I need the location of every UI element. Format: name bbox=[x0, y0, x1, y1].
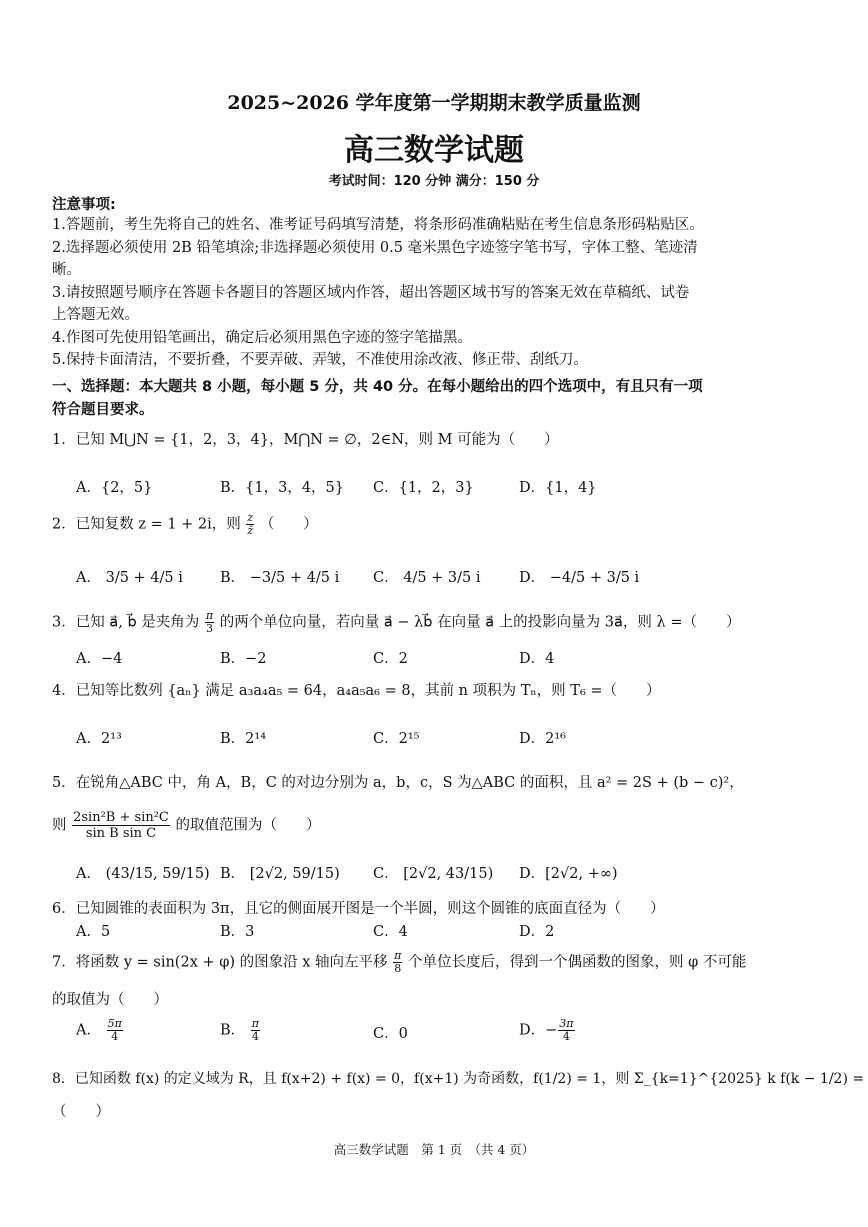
option-letter: C． bbox=[373, 570, 399, 586]
q6-option-c: C．4 bbox=[373, 924, 408, 940]
q7-option-c: C．0 bbox=[373, 1026, 408, 1042]
option-expr: [2√2, 59/15) bbox=[249, 866, 340, 882]
q3-option-a: A．−4 bbox=[76, 651, 123, 667]
frac-denominator: z̄ bbox=[247, 524, 254, 537]
frac-denominator: 4 bbox=[251, 1030, 259, 1043]
q5-option-c bbox=[373, 862, 493, 883]
exam-info: 考试时间：120 分钟 满分：150 分 bbox=[328, 174, 540, 189]
q5-option-b bbox=[220, 862, 340, 883]
question-1-stem: 1．已知 M⋃N = {1，2，3，4}，M⋂N = ∅，2∈N，则 M 可能为（ ） bbox=[52, 432, 559, 448]
frac-denominator: 4 bbox=[111, 1030, 119, 1043]
question-5-stem-line2 bbox=[52, 810, 320, 841]
q5-stem-text: 则 bbox=[52, 817, 67, 834]
question-2-stem bbox=[52, 512, 318, 537]
option-letter: C． bbox=[373, 866, 399, 882]
q1-option-d: D．{1，4} bbox=[519, 480, 597, 496]
question-8-stem-line2: （ ） bbox=[52, 1104, 110, 1120]
q4-option-a: A．2¹³ bbox=[76, 731, 122, 747]
q3-option-c: C．2 bbox=[373, 651, 408, 667]
frac-numerator: π bbox=[251, 1017, 259, 1030]
q7-stem-text: 7．将函数 y = sin(2x + φ) 的图象沿 x 轴向左平移 bbox=[52, 954, 388, 971]
q4-option-c: C．2¹⁵ bbox=[373, 731, 420, 747]
option-letter: B． bbox=[220, 1022, 246, 1039]
option-fraction bbox=[107, 1018, 123, 1043]
q5-stem-tail: 的取值范围为（ ） bbox=[175, 817, 321, 834]
page-footer: 高三数学试题 第 1 页 （共 4 页） bbox=[333, 1142, 535, 1157]
frac-numerator: 5π bbox=[107, 1017, 122, 1030]
section-heading: 一、选择题：本大题共 8 小题，每小题 5 分，共 40 分。在每小题给出的四个选项中，有且只有一项 bbox=[52, 379, 703, 395]
q2-option-b bbox=[220, 566, 339, 587]
note-item: 3.请按照题号顺序在答题卡各题目的答题区域内作答，超出答题区域书写的答案无效在草稿纸、试卷 bbox=[52, 285, 690, 301]
q1-option-b: B．{1，3，4，5} bbox=[220, 480, 345, 496]
q7-option-b bbox=[220, 1018, 261, 1043]
question-5-stem: 5．在锐角△ABC 中，角 A，B，C 的对边分别为 a，b，c，S 为△ABC 的面积，且 a² = 2S + (b − c)²， bbox=[52, 775, 744, 791]
q7-stem-tail: 个单位长度后，得到一个偶函数的图象，则 φ 不可能 bbox=[408, 954, 747, 971]
question-4-stem: 4．已知等比数列 {aₙ} 满足 a₃a₄a₅ = 64，a₄a₅a₆ = 8，其前 n 项积为 Tₙ，则 T₆ =（ ） bbox=[52, 683, 661, 699]
q2-option-c bbox=[373, 566, 481, 587]
frac-denominator: 3 bbox=[205, 622, 213, 635]
q3-option-b: B．−2 bbox=[220, 651, 267, 667]
q2-fraction bbox=[246, 512, 254, 537]
note-item: 1.答题前，考生先将自己的姓名、准考证号码填写清楚，将条形码准确粘贴在考生信息条形码粘贴区。 bbox=[52, 217, 704, 233]
option-expr: 4/5 + 3/5 i bbox=[403, 570, 481, 586]
note-item: 2.选择题必须使用 2B 铅笔填涂;非选择题必须使用 0.5 毫米黑色字迹签字笔书写，字体工整、笔迹清 bbox=[52, 240, 698, 256]
note-item: 4.作图可先使用铅笔画出，确定后必须用黑色字迹的签字笔描黑。 bbox=[52, 330, 472, 346]
option-expr: −3/5 + 4/5 i bbox=[249, 570, 340, 586]
subject-title: 高三数学试题 bbox=[344, 133, 524, 168]
q1-option-c: C．{1，2，3} bbox=[373, 480, 474, 496]
q6-option-a: A．5 bbox=[76, 924, 111, 940]
note-item: 5.保持卡面清洁，不要折叠，不要弄破、弄皱，不准使用涂改液、修正带、刮纸刀。 bbox=[52, 352, 588, 368]
q2-option-a bbox=[76, 566, 183, 587]
q7-option-a bbox=[76, 1018, 124, 1043]
frac-numerator: π bbox=[205, 609, 214, 622]
q3-option-d: D．4 bbox=[519, 651, 555, 667]
question-6-stem: 6．已知圆锥的表面积为 3π，且它的侧面展开图是一个半圆，则这个圆锥的底面直径为（ ） bbox=[52, 901, 665, 917]
option-letter: A． bbox=[76, 866, 101, 882]
option-letter: B． bbox=[220, 570, 246, 586]
option-expr: [2√2, 43/15) bbox=[403, 866, 494, 882]
note-item: 上答题无效。 bbox=[52, 307, 139, 323]
q3-stem-tail: 的两个单位向量，若向量 a⃗ − λb⃗ 在向量 a⃗ 上的投影向量为 3a⃗，则 λ =（ ） bbox=[219, 614, 741, 631]
q6-option-b: B．3 bbox=[220, 924, 255, 940]
option-fraction bbox=[251, 1018, 260, 1043]
exam-title: 2025~2026 学年度第一学期期末教学质量监测 bbox=[227, 92, 641, 114]
q1-option-a: A．{2，5} bbox=[76, 480, 153, 496]
q4-option-d: D．2¹⁶ bbox=[519, 731, 566, 747]
q5-option-a bbox=[76, 862, 210, 883]
question-7-stem-line2: 的取值为（ ） bbox=[52, 992, 168, 1008]
frac-numerator: 2sin²B + sin²C bbox=[73, 810, 169, 825]
option-expr: −4/5 + 3/5 i bbox=[549, 570, 640, 586]
frac-numerator: z bbox=[247, 511, 254, 524]
q2-stem-text: 2．已知复数 z = 1 + 2i，则 bbox=[52, 516, 241, 533]
option-letter: A． bbox=[76, 570, 101, 586]
option-expr: (43/15, 59/15) bbox=[105, 866, 210, 882]
q3-fraction bbox=[205, 610, 214, 635]
note-item: 晰。 bbox=[52, 262, 81, 278]
q3-stem-text: 3．已知 a⃗, b⃗ 是夹角为 bbox=[52, 614, 200, 631]
frac-denominator: sin B sin C bbox=[85, 826, 157, 841]
question-7-stem bbox=[52, 950, 746, 975]
q2-option-d bbox=[519, 566, 639, 587]
option-fraction bbox=[558, 1018, 574, 1043]
option-letter: D． bbox=[519, 570, 546, 586]
q2-stem-tail: （ ） bbox=[259, 516, 318, 533]
q6-option-d: D．2 bbox=[519, 924, 555, 940]
option-letter: A． bbox=[76, 1022, 101, 1039]
frac-denominator: 8 bbox=[394, 962, 402, 975]
q7-option-d bbox=[519, 1018, 576, 1043]
q7-fraction bbox=[393, 950, 402, 975]
q5-fraction bbox=[72, 810, 170, 841]
option-expr: 3/5 + 4/5 i bbox=[105, 570, 183, 586]
notes-heading: 注意事项: bbox=[52, 197, 116, 213]
question-8-stem: 8．已知函数 f(x) 的定义域为 R，且 f(x+2) + f(x) = 0，f(x+1) 为奇函数，f(1/2) = 1，则 Σ_{k=1}^{2025} k f(k − 1/2) = bbox=[52, 1071, 865, 1087]
section-heading-cont: 符合题目要求。 bbox=[52, 402, 154, 418]
q4-option-b: B．2¹⁴ bbox=[220, 731, 267, 747]
option-letter: B． bbox=[220, 866, 246, 882]
frac-denominator: 4 bbox=[562, 1030, 570, 1043]
frac-numerator: 3π bbox=[559, 1017, 574, 1030]
question-3-stem bbox=[52, 610, 740, 635]
q5-option-d: D．[2√2, +∞) bbox=[519, 866, 618, 882]
frac-numerator: π bbox=[394, 949, 402, 962]
option-letter: D．− bbox=[519, 1022, 558, 1039]
